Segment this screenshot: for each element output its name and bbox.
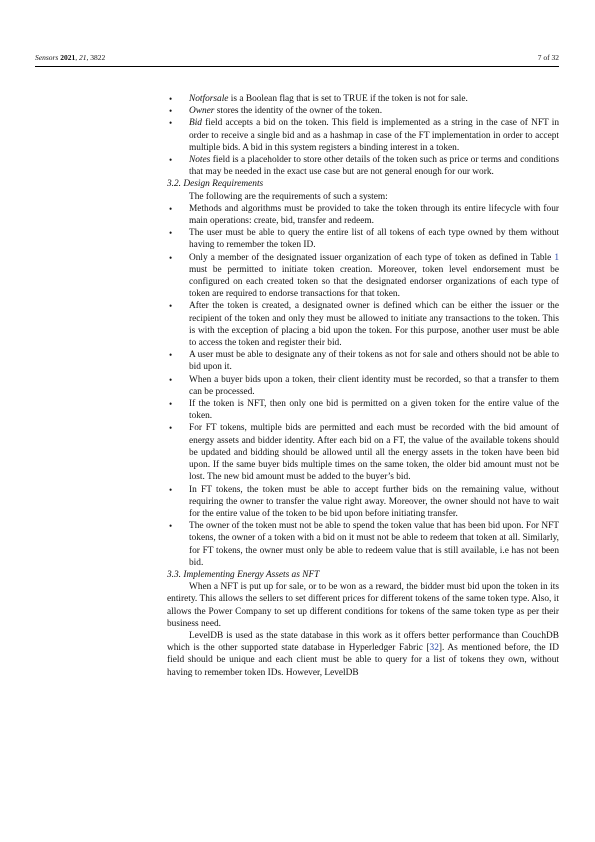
list-item: • The owner of the token must not be able to spend the token value that has been bid upon. For NFT tokens, the owner of a token with a bid on it must not be able to redeem that token at all. Similarly, for FT tokens, the owner must only be able to redeem value that is still available, i.e has not been bid.	[169, 521, 559, 568]
list-item: • After the token is created, a designated owner is defined which can be either the issuer or the recipient of the token and only they must be allowed to initiate any transactions to the token. This is with the exception of placing a bid upon the token. For this purpose, another user must be able to access the token and register their bid.	[169, 301, 559, 349]
paragraph: When a NFT is put up for sale, or to be won as a reward, the bidder must bid upon the token in its entirety. This allows the sellers to set different prices for different tokens of the same token type. Also, it allows the Power Company to set up different conditions for tokens of the same token type as per their business need.	[167, 582, 559, 629]
list-item: • In FT tokens, the token must be able to accept further bids on the remaining value, without requiring the owner to transfer the value right away. Moreover, the owner should not have to wait for the entire value of the token to be bid upon before initiating transfer.	[169, 484, 559, 519]
paragraph: LevelDB is used as the state database in this work as it offers better performance than CouchDB which is the other supported state database in Hyperledger Fabric [32]. As mentioned before, the ID field should be unique and each client must be able to query for a list of tokens they own, without having to remember token IDs. However, LevelDB	[167, 630, 559, 678]
journal-volume: 21	[78, 53, 87, 62]
list-item: • Notes field is a placeholder to store other details of the token such as price or terms and conditions that may be needed in the exact use case but are not general enough for our work.	[169, 155, 559, 178]
page-number: 7 of 32	[537, 53, 559, 62]
journal-year: 2021	[60, 53, 76, 62]
list-item: • Only a member of the designated issuer organization of each type of token as defined in Table 1 must be permitted to initiate token creation. Moreover, token level endorsement must be configured on each created token so that the designated endorser organizations of each type of token are required to endorse transactions for that token.	[169, 252, 559, 300]
list-item: • If the token is NFT, then only one bid is permitted on a given token for the entire value of the token.	[169, 399, 559, 422]
list-item: • When a buyer bids upon a token, their client identity must be recorded, so that a transfer to them can be processed.	[169, 374, 559, 397]
citation-link[interactable]: 32	[429, 643, 439, 654]
header-rule	[35, 66, 559, 67]
section-heading: 3.2. Design Requirements	[167, 179, 264, 190]
list-item: • Notforsale is a Boolean flag that is set to TRUE if the token is not for sale.	[169, 94, 468, 104]
list-item: • Methods and algorithms must be provided to take the token through its entire lifecycle with four main operations: create, bid, transfer and redeem.	[169, 203, 559, 227]
list-item: • A user must be able to designate any of their tokens as not for sale and others should not be able to bid upon it.	[169, 350, 559, 373]
requirements-list	[167, 203, 559, 569]
section-intro: The following are the requirements of such a system:	[189, 191, 388, 202]
article-number: 3822	[90, 53, 106, 62]
list-item: • Owner stores the identity of the owner of the token.	[169, 106, 383, 117]
field-list	[167, 93, 559, 178]
journal-name: Sensors	[35, 53, 59, 62]
journal-citation: Sensors 2021, 21, 3822	[35, 53, 106, 62]
list-item: • For FT tokens, multiple bids are permitted and each must be recorded with the bid amount of energy assets and bidder identity. After each bid on a FT, the value of the available tokens should be updated and bidding should be allowed until all the energy assets in the token have been bid upon. If the same buyer bids multiple times on the same token, the older bid amount must not be lost. The new bid amount must be added to the buyer’s bid.	[169, 423, 559, 483]
table-reference-link[interactable]: 1	[554, 252, 559, 263]
section-heading: 3.3. Implementing Energy Assets as NFT	[167, 569, 320, 580]
list-item: • Bid field accepts a bid on the token. This field is implemented as a string in the case of NFT in order to receive a single bid and as a hashmap in case of the FT implementation in order to accept multiple bids. A bid in this system registers a binding interest in a token.	[169, 118, 559, 153]
body-text	[167, 93, 559, 679]
page-header	[35, 50, 559, 64]
list-item: • The user must be able to query the entire list of all tokens of each type owned by them without having to remember the token ID.	[169, 228, 559, 251]
